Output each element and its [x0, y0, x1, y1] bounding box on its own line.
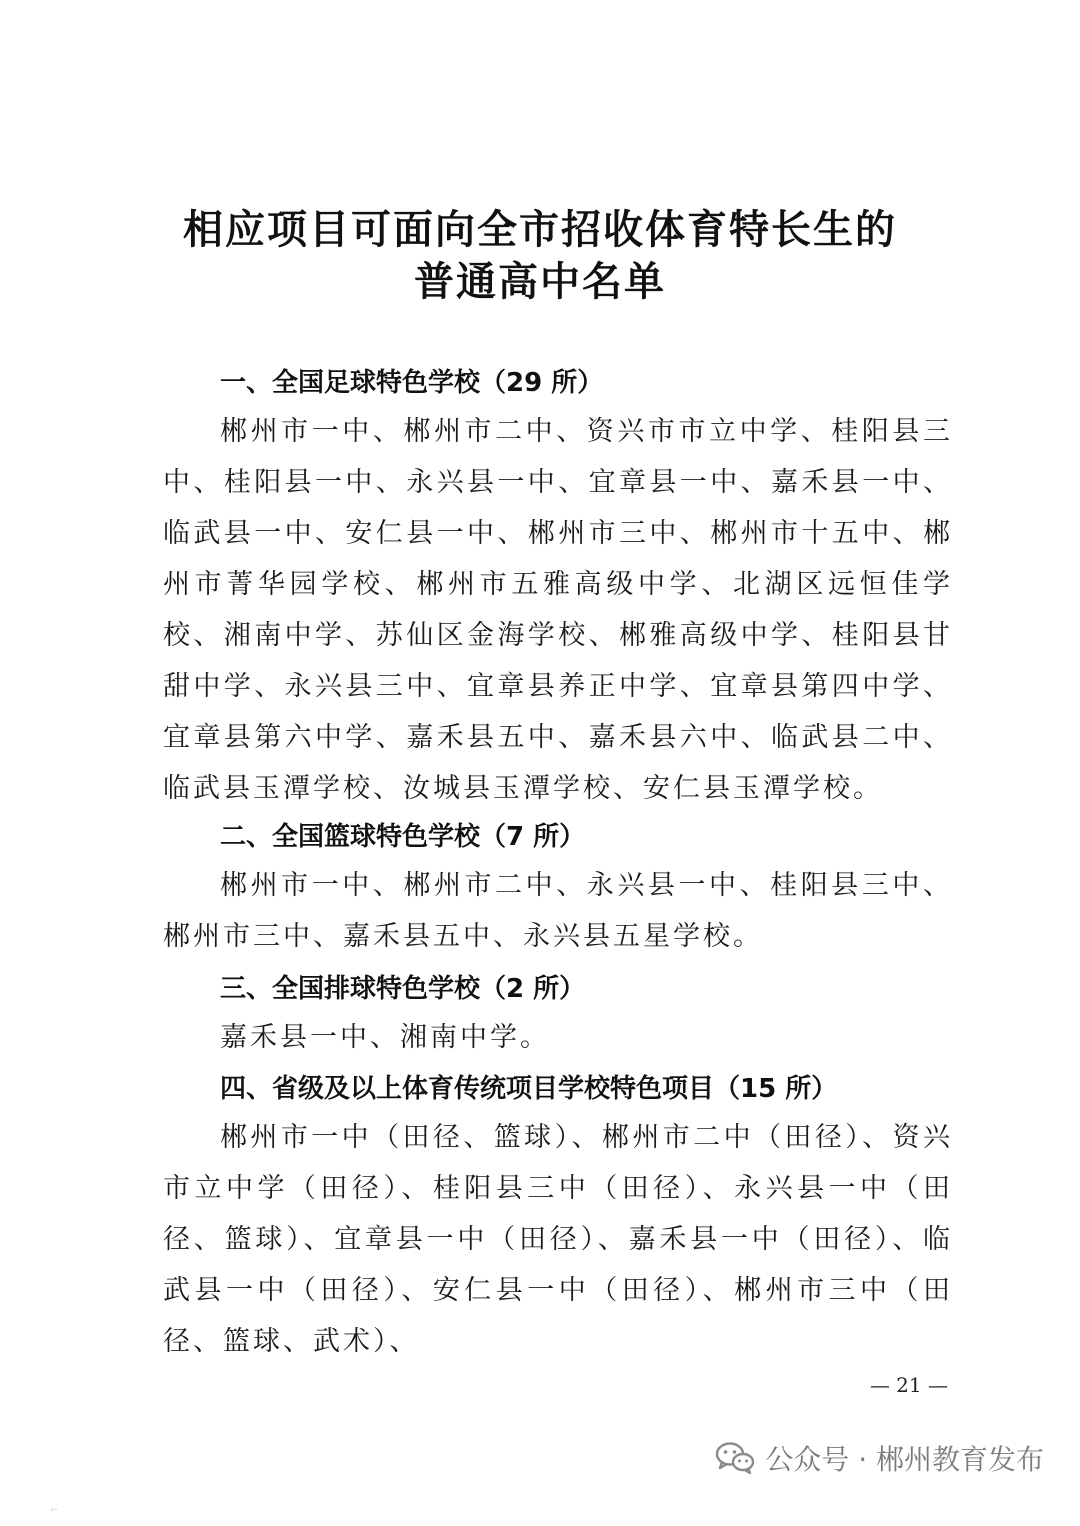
section-heading-volleyball: 三、全国排球特色学校（2 所）	[220, 974, 586, 1004]
document-title-line-2: 普通高中名单	[414, 258, 666, 305]
section-body-volleyball: 嘉禾县一中、湘南中学。	[220, 1022, 550, 1053]
section-body-football: 郴州市一中、郴州市二中、资兴市市立中学、桂阳县三中、桂阳县一中、永兴县一中、宜章县一中、嘉禾县一中、临武县一中、安仁县一中、郴州市三中、郴州市十五中、郴州市菁华园学校、郴州市五雅高级中学、北湖区远恒佳学校、湘南中学、苏仙区金海学校、郴雅高级中学、桂阳县甘甜中学、永兴县三中、宜章县养正中学、宜章县第四中学、宜章县第六中学、嘉禾县五中、嘉禾县六中、临武县二中、临武县玉潭学校、汝城县玉潭学校、安仁县玉潭学校。	[163, 416, 953, 804]
section-body-traditional-sports: 郴州市一中（田径、篮球）、郴州市二中（田径）、资兴市立中学（田径）、桂阳县三中（田径）、永兴县一中（田径、篮球）、宜章县一中（田径）、嘉禾县一中（田径）、临武县一中（田径）、安仁县一中（田径）、郴州市三中（田径、篮球、武术）、	[163, 1122, 953, 1357]
document-title-line-1: 相应项目可面向全市招收体育特长生的	[183, 206, 897, 253]
watermark-text: 公众号 · 郴州教育发布	[765, 1443, 1044, 1476]
section-heading-basketball: 二、全国篮球特色学校（7 所）	[220, 822, 586, 852]
section-heading-football: 一、全国足球特色学校（29 所）	[220, 368, 604, 398]
page-number: — 21 —	[869, 1373, 948, 1397]
scan-corner-mark: ⌐	[50, 1505, 59, 1516]
wechat-watermark	[715, 1438, 1044, 1478]
section-body-basketball: 郴州市一中、郴州市二中、永兴县一中、桂阳县三中、郴州市三中、嘉禾县五中、永兴县五星学校。	[163, 870, 953, 952]
wechat-icon	[715, 1441, 755, 1475]
section-heading-traditional-sports: 四、省级及以上体育传统项目学校特色项目（15 所）	[220, 1074, 838, 1104]
